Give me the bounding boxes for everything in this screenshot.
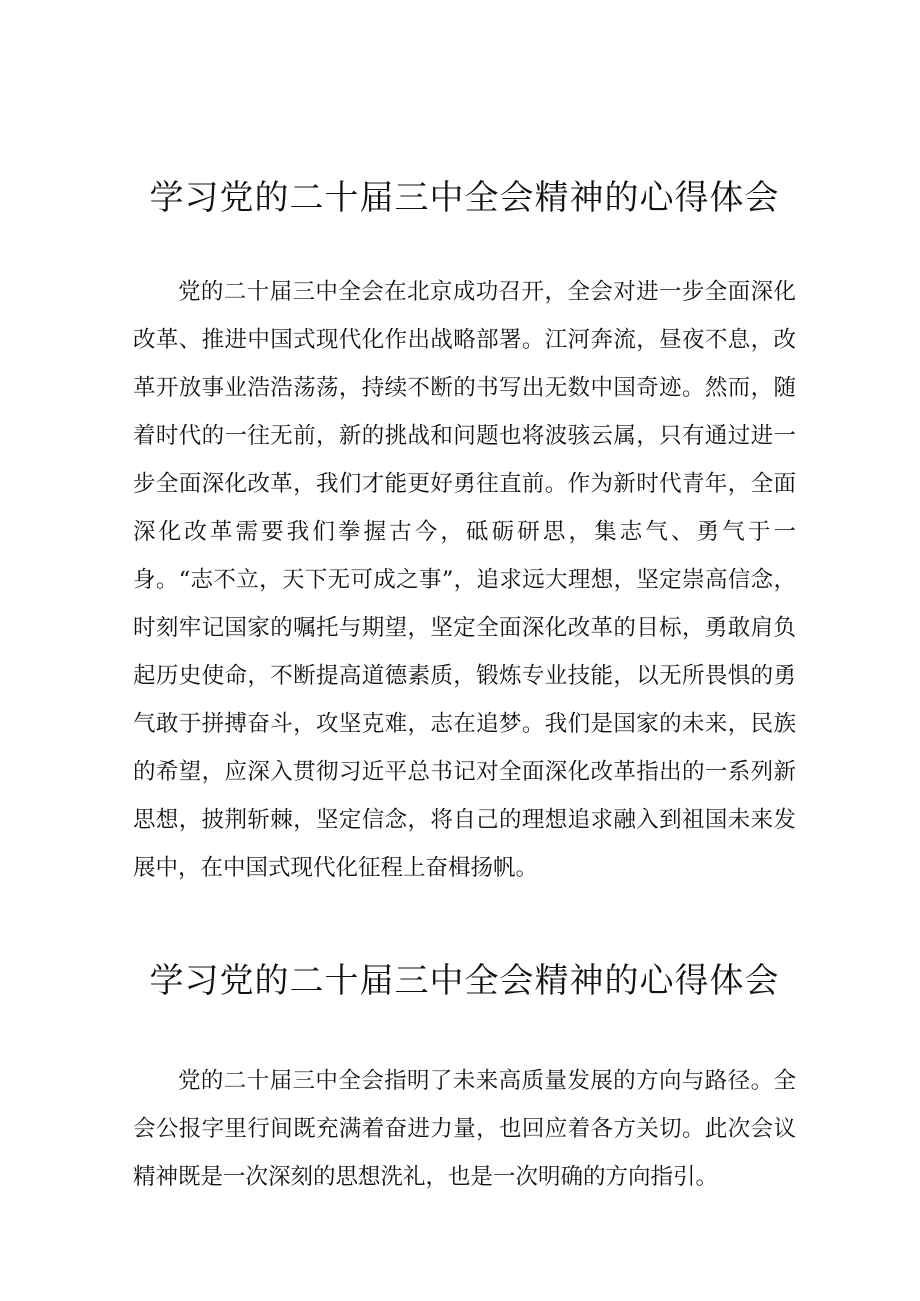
article-paragraph: 党的二十届三中全会指明了未来高质量发展的方向与路径。全会公报字里行间既充满着奋进力量，也回应着各方关切。此次会议精神既是一次深刻的思想洗礼，也是一次明确的方向指引。 bbox=[133, 1068, 796, 1190]
article-title: 学习党的二十届三中全会精神的心得体会 bbox=[149, 178, 780, 218]
article-section-1 bbox=[133, 172, 796, 892]
article-paragraph: 党的二十届三中全会在北京成功召开，全会对进一步全面深化改革、推进中国式现代化作出战略部署。江河奔流，昼夜不息，改革开放事业浩浩荡荡，持续不断的书写出无数中国奇迹。然而，随着时代的一往无前，新的挑战和问题也将波骇云属，只有通过进一步全面深化改革，我们才能更好勇往直前。作为新时代青年，全面深化改革需要我们拳握古今，砥砺研思，集志气、勇气于一身。“志不立，天下无可成之事”，追求远大理想，坚定崇高信念，时刻牢记国家的嘱托与期望，坚定全面深化改革的目标，勇敢肩负起历史使命，不断提高道德素质，锻炼专业技能，以无所畏惧的勇气敢于拼搏奋斗，攻坚克难，志在追梦。我们是国家的未来，民族的希望，应深入贯彻习近平总书记对全面深化改革指出的一系列新思想，披荆斩棘，坚定信念，将自己的理想追求融入到祖国未来发展中，在中国式现代化征程上奋楫扬帆。 bbox=[133, 279, 796, 881]
article-section-2 bbox=[133, 955, 796, 1201]
article-title: 学习党的二十届三中全会精神的心得体会 bbox=[149, 961, 780, 1001]
